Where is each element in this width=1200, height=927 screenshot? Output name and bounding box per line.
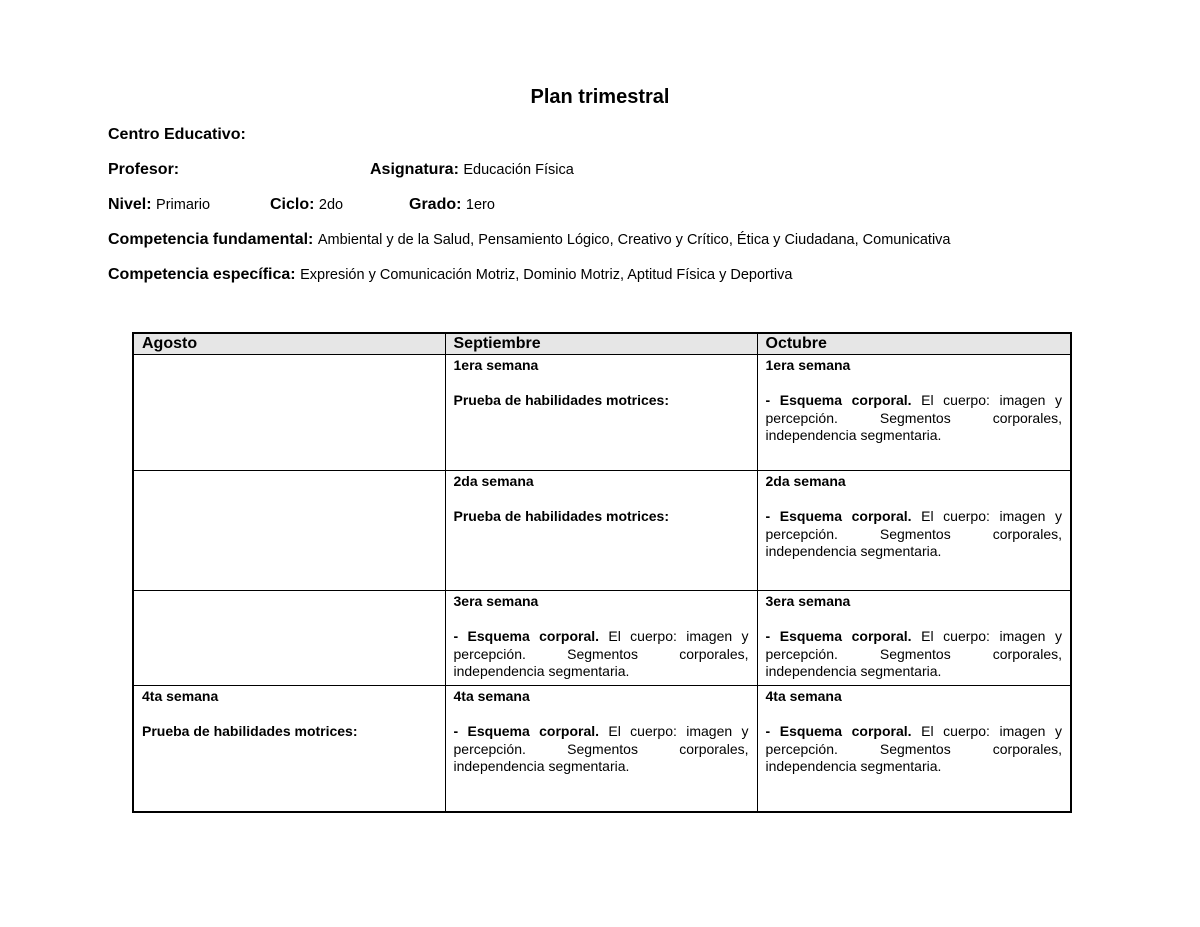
ciclo-label: Ciclo: <box>270 196 315 213</box>
comp-fund-value: Ambiental y de la Salud, Pensamiento Lógico, Creativo y Crítico, Ética y Ciudadana, Comunicativa <box>317 232 951 248</box>
cell-octubre-week1 <box>757 355 1071 471</box>
prueba-text: Prueba de habilidades motrices: <box>142 723 358 739</box>
esquema-text: - Esquema corporal. El cuerpo: imagen y percepción. Segmentos corporales, independencia segmentaria. <box>765 628 1063 679</box>
cell-septiembre-week3 <box>445 591 757 686</box>
profesor-label: Profesor: <box>108 161 180 178</box>
nivel-value: Primario <box>156 197 211 213</box>
asignatura-field <box>370 161 574 179</box>
week-label: 2da semana <box>453 473 534 489</box>
profesor-line <box>108 161 1108 181</box>
esquema-text: - Esquema corporal. El cuerpo: imagen y percepción. Segmentos corporales, independencia segmentaria. <box>765 723 1063 774</box>
nivel-field <box>108 196 210 214</box>
week-label: 2da semana <box>765 473 846 489</box>
asignatura-label: Asignatura: <box>370 161 459 178</box>
week-label: 3era semana <box>765 593 851 609</box>
week-label: 1era semana <box>765 357 851 373</box>
plan-table <box>132 332 1072 813</box>
week-label: 1era semana <box>453 357 539 373</box>
ciclo-field <box>270 196 343 214</box>
cell-agosto-week4 <box>133 686 445 812</box>
table-row <box>133 591 1071 686</box>
prueba-text: Prueba de habilidades motrices: <box>453 508 670 524</box>
cell-agosto-week2 <box>133 471 445 591</box>
prueba-text: Prueba de habilidades motrices: <box>453 392 670 408</box>
cell-septiembre-week2 <box>445 471 757 591</box>
week-label: 4ta semana <box>453 688 530 704</box>
cell-agosto-week3 <box>133 591 445 686</box>
col-header-septiembre: Septiembre <box>445 333 757 355</box>
col-header-octubre: Octubre <box>757 333 1071 355</box>
competencia-fundamental-line <box>108 231 951 249</box>
week-label: 4ta semana <box>765 688 842 704</box>
esquema-text: - Esquema corporal. El cuerpo: imagen y percepción. Segmentos corporales, independencia segmentaria. <box>765 508 1063 559</box>
table-row <box>133 471 1071 591</box>
competencia-especifica-line <box>108 266 792 284</box>
cell-agosto-week1 <box>133 355 445 471</box>
cell-septiembre-week4 <box>445 686 757 812</box>
grado-label: Grado: <box>409 196 462 213</box>
page-title: Plan trimestral <box>530 86 670 108</box>
nivel-line <box>108 196 1108 216</box>
comp-fund-label: Competencia fundamental: <box>108 231 314 248</box>
comp-esp-value: Expresión y Comunicación Motriz, Dominio Motriz, Aptitud Física y Deportiva <box>300 267 793 283</box>
col-header-agosto: Agosto <box>133 333 445 355</box>
grado-field <box>409 196 495 214</box>
week-label: 3era semana <box>453 593 539 609</box>
table-header-row <box>133 333 1071 355</box>
esquema-text: - Esquema corporal. El cuerpo: imagen y percepción. Segmentos corporales, independencia segmentaria. <box>453 628 749 679</box>
asignatura-value: Educación Física <box>463 162 574 178</box>
centro-line <box>108 126 246 144</box>
table-row <box>133 686 1071 812</box>
grado-value: 1ero <box>465 197 495 213</box>
ciclo-value: 2do <box>318 197 344 213</box>
cell-octubre-week4 <box>757 686 1071 812</box>
comp-esp-label: Competencia específica: <box>108 266 296 283</box>
cell-octubre-week2 <box>757 471 1071 591</box>
esquema-text: - Esquema corporal. El cuerpo: imagen y percepción. Segmentos corporales, independencia segmentaria. <box>453 723 749 774</box>
centro-label: Centro Educativo: <box>108 126 246 143</box>
week-label: 4ta semana <box>142 688 219 704</box>
cell-septiembre-week1 <box>445 355 757 471</box>
esquema-text: - Esquema corporal. El cuerpo: imagen y percepción. Segmentos corporales, independencia segmentaria. <box>765 392 1063 443</box>
cell-octubre-week3 <box>757 591 1071 686</box>
table-row <box>133 355 1071 471</box>
nivel-label: Nivel: <box>108 196 152 213</box>
